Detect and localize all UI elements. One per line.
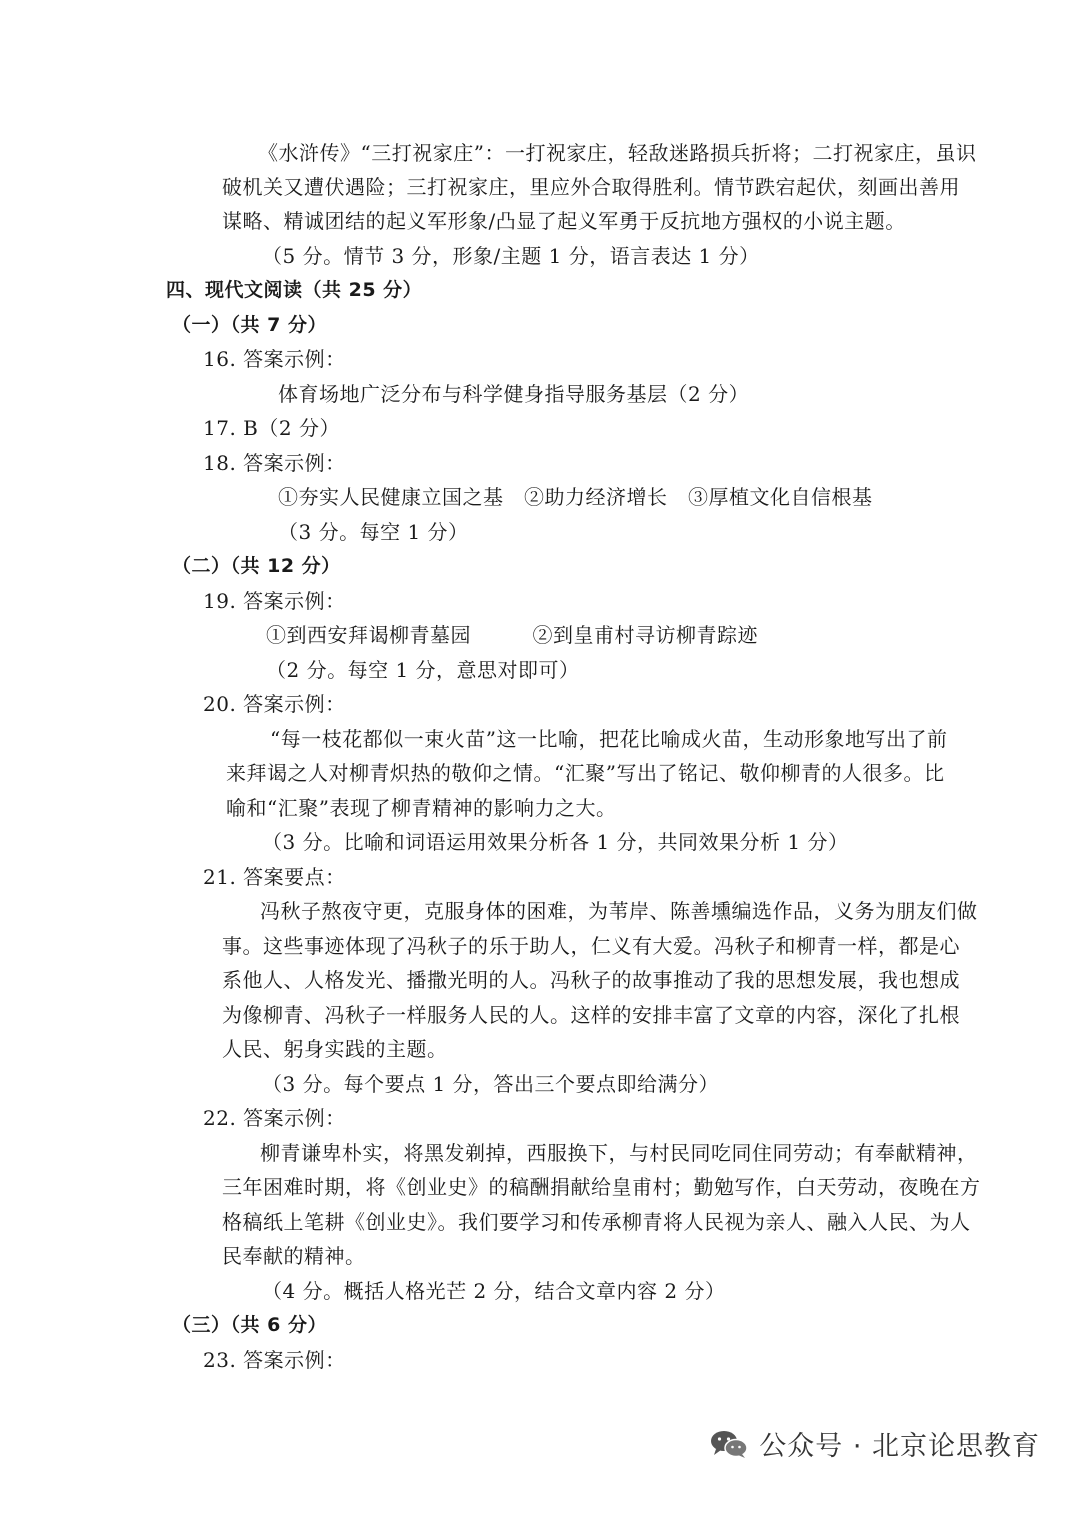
score-note: （3 分。每个要点 1 分，答出三个要点即给满分） (262, 1072, 720, 1096)
text-line: 格稿纸上笔耕《创业史》。我们要学习和传承柳青将人民视为亲人、融入人民、为人 (222, 1210, 971, 1234)
score-note: （3 分。每空 1 分） (278, 520, 469, 544)
answer-text: 体育场地广泛分布与科学健身指导服务基层（2 分） (278, 382, 750, 406)
watermark (709, 1424, 1040, 1463)
text-line: 人民、躬身实践的主题。 (222, 1037, 448, 1061)
section-heading: 四、现代文阅读（共 25 分） (166, 279, 423, 301)
subsection-heading: （三）（共 6 分） (172, 1314, 327, 1336)
text-line: 《水浒传》“三打祝家庄”：一打祝家庄，轻敌迷路损兵折将；二打祝家庄，虽识 (258, 141, 977, 165)
score-note: （5 分。情节 3 分，形象/主题 1 分，语言表达 1 分） (262, 244, 760, 268)
text-line: 来拜谒之人对柳青炽热的敬仰之情。“汇聚”写出了铭记、敬仰柳青的人很多。比 (226, 761, 945, 785)
question-number: 18. 答案示例： (203, 451, 346, 475)
text-line: 事。这些事迹体现了冯秋子的乐于助人，仁义有大爱。冯秋子和柳青一样，都是心 (222, 934, 960, 958)
answer-text: ①到西安拜谒柳青墓园 ②到皇甫村寻访柳青踪迹 (266, 623, 758, 647)
text-line: “每一枝花都似一束火苗”这一比喻，把花比喻成火苗，生动形象地写出了前 (270, 727, 948, 751)
text-line: 民奉献的精神。 (222, 1244, 366, 1268)
text-line: 柳青谦卑朴实，将黑发剃掉，西服换下，与村民同吃同住同劳动；有奉献精神， (260, 1141, 978, 1165)
text-line: 为像柳青、冯秋子一样服务人民的人。这样的安排丰富了文章的内容，深化了扎根 (222, 1003, 960, 1027)
text-line: 破机关又遭伏遇险；三打祝家庄，里应外合取得胜利。情节跌宕起伏，刻画出善用 (222, 175, 960, 199)
question-number: 17. B（2 分） (203, 416, 340, 440)
question-number: 23. 答案示例： (203, 1348, 346, 1372)
question-number: 21. 答案要点： (203, 865, 346, 889)
wechat-icon (709, 1429, 749, 1459)
question-number: 16. 答案示例： (203, 347, 346, 371)
answer-text: ①夯实人民健康立国之基 ②助力经济增长 ③厚植文化自信根基 (278, 485, 873, 509)
score-note: （4 分。概括人格光芒 2 分，结合文章内容 2 分） (262, 1279, 726, 1303)
text-line: 喻和“汇聚”表现了柳青精神的影响力之大。 (226, 796, 617, 820)
score-note: （3 分。比喻和词语运用效果分析各 1 分，共同效果分析 1 分） (262, 830, 849, 854)
subsection-heading: （一）（共 7 分） (172, 314, 327, 336)
question-number: 20. 答案示例： (203, 692, 346, 716)
text-line: 谋略、精诚团结的起义军形象/凸显了起义军勇于反抗地方强权的小说主题。 (222, 209, 906, 233)
question-number: 22. 答案示例： (203, 1106, 346, 1130)
score-note: （2 分。每空 1 分，意思对即可） (266, 658, 580, 682)
watermark-text: 公众号 · 北京论思教育 (759, 1431, 1040, 1462)
text-line: 冯秋子熬夜守更，克服身体的困难，为苇岸、陈善壎编选作品，义务为朋友们做 (260, 899, 978, 923)
text-line: 系他人、人格发光、播撒光明的人。冯秋子的故事推动了我的思想发展，我也想成 (222, 968, 960, 992)
subsection-heading: （二）（共 12 分） (172, 555, 341, 577)
text-line: 三年困难时期，将《创业史》的稿酬捐献给皇甫村；勤勉写作，白天劳动，夜晚在方 (222, 1175, 981, 1199)
question-number: 19. 答案示例： (203, 589, 346, 613)
